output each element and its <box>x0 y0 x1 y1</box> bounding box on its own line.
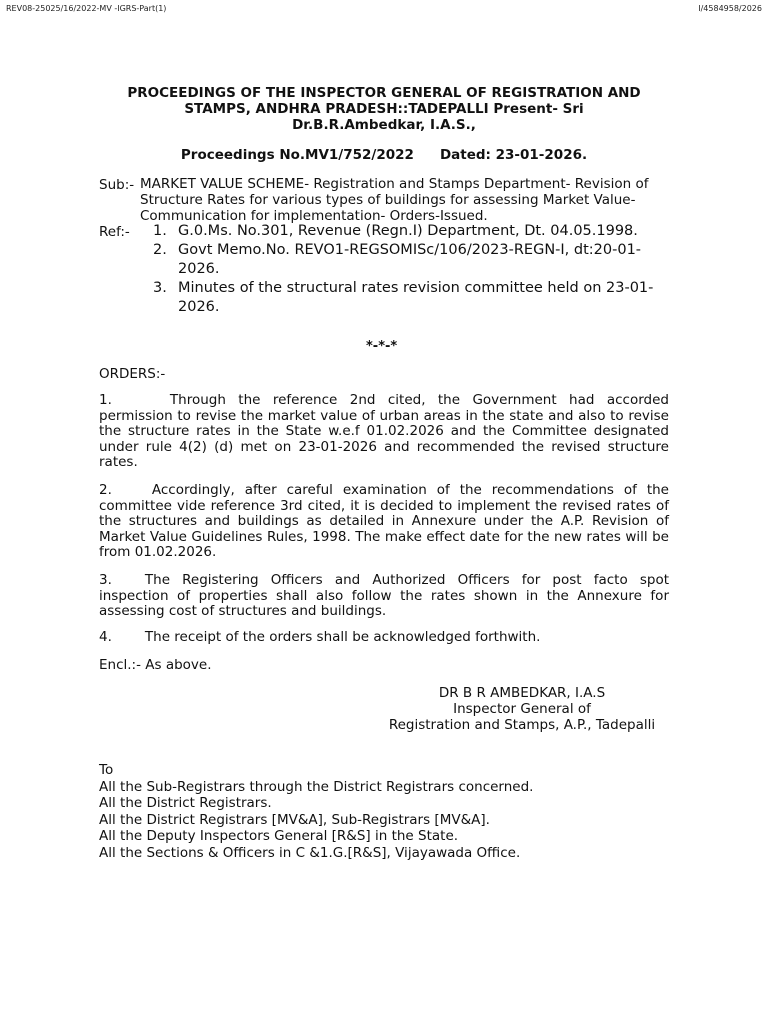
reference-text: Minutes of the structural rates revision committee held on 23-01-2026. <box>178 280 654 315</box>
reference-text: G.0.Ms. No.301, Revenue (Regn.I) Department, Dt. 04.05.1998. <box>178 223 638 239</box>
order-paragraph <box>99 393 669 471</box>
reference-number: 2. <box>153 242 167 258</box>
paragraph-number: 3. <box>99 572 112 588</box>
references-list <box>153 222 673 317</box>
recipient: All the Sub-Registrars through the District Registrars concerned. <box>99 778 534 795</box>
enclosure-note: Encl.:- As above. <box>99 657 212 673</box>
document-id: I/4584958/2026 <box>698 4 762 13</box>
separator: *-*-* <box>366 339 398 354</box>
signature-block <box>372 685 672 733</box>
document-title <box>100 85 668 133</box>
signatory-office: Registration and Stamps, A.P., Tadepalli <box>388 717 656 733</box>
reference-number: 3. <box>153 280 167 296</box>
reference-item <box>153 222 673 241</box>
paragraph-text: Through the reference 2nd cited, the Government had accorded permission to revise the market value of urban areas in the state and also to revise the structure rates in the State w.e.f 01.02.2026 and the Committee designated under rule 4(2) (d) met on 23-01-2026 and recommended the revised structure rates. <box>99 392 669 470</box>
paragraph-number: 4. <box>99 629 112 645</box>
title-line: Dr.B.R.Ambedkar, I.A.S., <box>292 117 476 133</box>
recipient: All the Deputy Inspectors General [R&S] in the State. <box>99 828 459 844</box>
recipient: All the Sections & Officers in C &1.G.[R&S], Vijayawada Office. <box>99 844 521 861</box>
reference-item <box>153 241 673 279</box>
to-label: To <box>99 762 114 778</box>
order-paragraph <box>99 630 669 646</box>
paragraph-text: Accordingly, after careful examination of the recommendations of the committee vide reference 3rd cited, it is decided to implement the revised rates of the structures and buildings as detailed in Annexure under the A.P. Revision of Market Value Guidelines Rules, 1998. The make effect date for the new rates will be from 01.02.2026. <box>99 482 669 560</box>
paragraph-number: 1. <box>99 392 112 408</box>
paragraph-text: The receipt of the orders shall be acknowledged forthwith. <box>144 629 541 645</box>
paragraph-text: The Registering Officers and Authorized Officers for post facto spot inspection of properties shall also follow the rates shown in the Annexure for assessing cost of structures and buildings. <box>99 572 669 619</box>
reference-item <box>153 279 673 317</box>
recipient: All the District Registrars [MV&A], Sub-Registrars [MV&A]. <box>99 811 490 828</box>
reference-number: 1. <box>153 223 167 239</box>
title-line: PROCEEDINGS OF THE INSPECTOR GENERAL OF REGISTRATION AND <box>127 85 641 101</box>
proceedings-line <box>100 147 668 163</box>
signatory-designation: Inspector General of <box>453 701 591 717</box>
orders-heading: ORDERS:- <box>99 366 166 382</box>
order-paragraph <box>99 573 669 620</box>
proceedings-number: Proceedings No.MV1/752/2022 <box>180 147 414 163</box>
recipient: All the District Registrars. <box>99 795 272 811</box>
reference-text: Govt Memo.No. REVO1-REGSOMISc/106/2023-REGN-I, dt:20-01-2026. <box>178 242 642 277</box>
subject-text: MARKET VALUE SCHEME- Registration and Stamps Department- Revision of Structure Rates for various types of buildings for assessing Market Value- Communication for implementation- Orders-Issued. <box>140 176 649 224</box>
file-reference: REV08-25025/16/2022-MV -IGRS-Part(1) <box>6 4 167 13</box>
paragraph-number: 2. <box>99 482 112 498</box>
references-label: Ref:- <box>99 224 130 240</box>
proceedings-date: Dated: 23-01-2026. <box>439 147 588 163</box>
signatory-name: DR B R AMBEDKAR, I.A.S <box>438 685 606 701</box>
order-paragraph <box>99 483 669 561</box>
distribution-list <box>99 762 679 861</box>
title-line: STAMPS, ANDHRA PRADESH::TADEPALLI Present- Sri <box>184 101 584 117</box>
subject-label: Sub:- <box>99 177 135 193</box>
